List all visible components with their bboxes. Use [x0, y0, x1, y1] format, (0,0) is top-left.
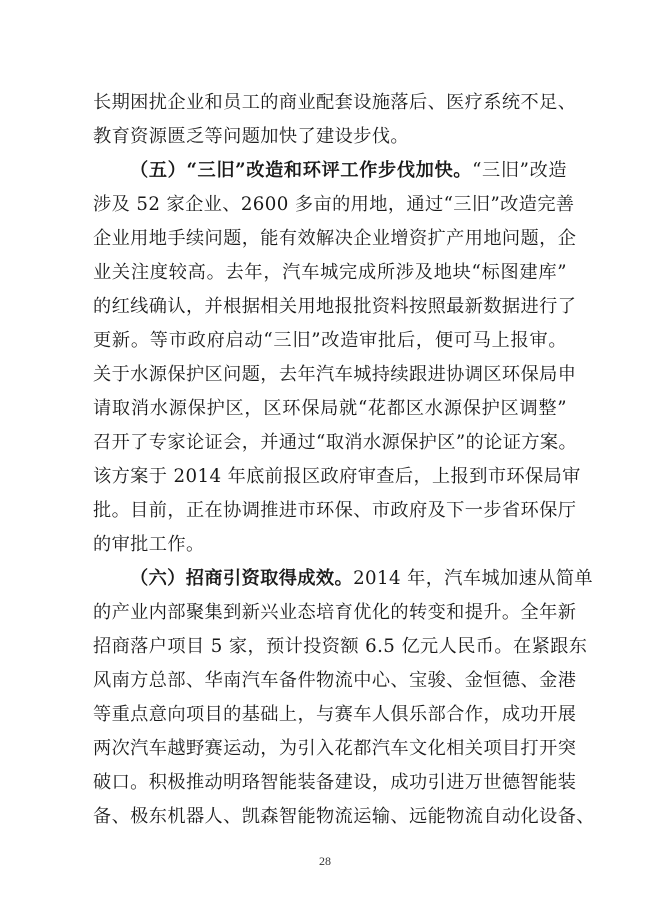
text-line: 的审批工作。: [93, 534, 205, 555]
section-heading: （五）“三旧”改造和环评工作步伐加快。: [130, 160, 473, 181]
text-line: 业关注度较高。去年，汽车城完成所涉及地块“标图建库”: [93, 262, 567, 283]
text-line: 批。目前，正在协调推进市环保、市政府及下一步省环保厅: [93, 500, 577, 521]
text-line: 长期困扰企业和员工的商业配套设施落后、医疗系统不足、: [93, 92, 577, 113]
text-line: 备、极东机器人、凯森智能物流运输、远能物流自动化设备、: [93, 806, 595, 827]
text-line: 破口。积极推动明珞智能装备建设，成功引进万世德智能装: [93, 772, 577, 793]
text-line: 招商落户项目 5 家，预计投资额 6.5 亿元人民币。在紧跟东: [93, 636, 588, 657]
section-heading: （六）招商引资取得成效。: [130, 568, 354, 589]
text-line: 该方案于 2014 年底前报区政府审查后，上报到市环保局审: [93, 466, 581, 487]
text-line: 更新。等市政府启动“三旧”改造审批后，便可马上报审。: [93, 330, 567, 351]
text-line: 风南方总部、华南汽车备件物流中心、宝骏、金恒德、金港: [93, 670, 577, 691]
text-line: 关于水源保护区问题，去年汽车城持续跟进协调区环保局申: [93, 364, 577, 385]
text-line: 请取消水源保护区，区环保局就“花都区水源保护区调整”: [93, 398, 567, 419]
section-heading-line: （六）招商引资取得成效。2014 年，汽车城加速从简单: [130, 568, 594, 589]
text-line: 的红线确认，并根据相关用地报批资料按照最新数据进行了: [93, 296, 577, 317]
text-line: 两次汽车越野赛运动，为引入花都汽车文化相关项目打开突: [93, 738, 577, 759]
text-line: 企业用地手续问题，能有效解决企业增资扩产用地问题，企: [93, 228, 577, 249]
text-line: 教育资源匮乏等问题加快了建设步伐。: [93, 126, 409, 147]
section-heading-line: （五）“三旧”改造和环评工作步伐加快。“三旧”改造: [130, 160, 567, 181]
page-number: 28: [319, 854, 331, 868]
text-line: 的产业内部聚集到新兴业态培育优化的转变和提升。全年新: [93, 602, 577, 623]
text-line: 涉及 52 家企业、2600 多亩的用地，通过“三旧”改造完善: [93, 194, 575, 215]
text-line: 召开了专家论证会，并通过“取消水源保护区”的论证方案。: [93, 432, 578, 453]
text-line: 等重点意向项目的基础上，与赛车人俱乐部合作，成功开展: [93, 704, 577, 725]
